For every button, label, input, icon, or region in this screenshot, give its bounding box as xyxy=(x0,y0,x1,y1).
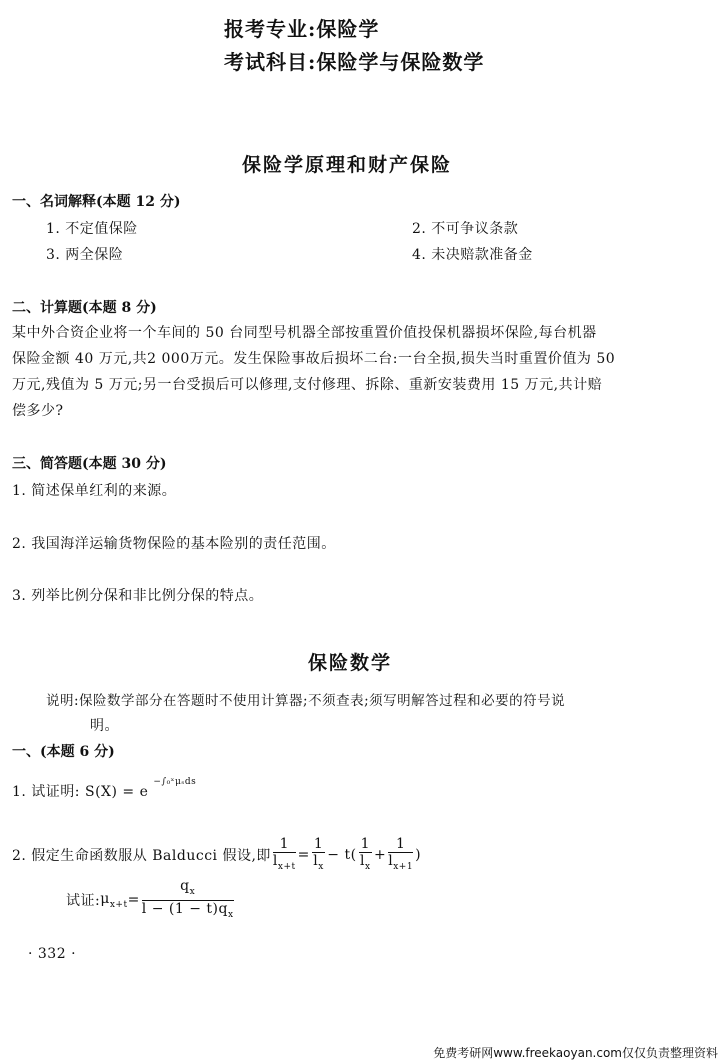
close-paren: ) xyxy=(415,847,422,864)
exam-major: 报考专业:保险学 xyxy=(224,17,380,41)
problem-1-exponent: −∫₀ˣμₛds xyxy=(153,777,197,788)
denominator: $l_{x+t}$ xyxy=(272,853,296,872)
denominator: $l_x$ xyxy=(313,853,324,872)
fraction-1-over-lx xyxy=(312,836,325,875)
q2-heading: 二、计算题(本题 8 分) xyxy=(12,300,157,316)
numerator: 1 xyxy=(313,836,324,852)
denominator: $l_{x+1}$ xyxy=(388,853,414,872)
part2-note-line2: 明。 xyxy=(90,718,119,734)
numerator: 1 xyxy=(388,836,413,853)
q1-item-3: 3. 两全保险 xyxy=(46,247,124,263)
q2-line-1: 某中外合资企业将一个车间的 50 台同型号机器全部按重置价值投保机器损坏保险,每台机器 xyxy=(12,325,597,341)
prove-label: 试证: xyxy=(66,893,101,910)
q1-item-4: 4. 未决赔款准备金 xyxy=(412,247,533,263)
part1-title: 保险学原理和财产保险 xyxy=(242,154,453,176)
q3-item-1: 1. 简述保单红利的来源。 xyxy=(12,483,177,499)
problem-2-proof xyxy=(66,878,236,923)
q2-line-3: 万元,残值为 5 万元;另一台受损后可以修理,支付修理、拆除、重新安装费用 15 万元,共计赔 xyxy=(12,377,603,393)
q3-heading: 三、简答题(本题 30 分) xyxy=(12,456,167,472)
numerator: $q_x$ xyxy=(142,878,234,901)
equals-sign: = xyxy=(127,892,140,909)
denominator: $l - (1 - t)q_x$ xyxy=(141,900,234,920)
mortality-fraction xyxy=(142,878,234,923)
q1-item-2: 2. 不可争议条款 xyxy=(412,221,519,237)
minus-t: − t( xyxy=(327,847,357,864)
problem-2 xyxy=(12,836,421,875)
footer-watermark: 免费考研网www.freekaoyan.com仅仅负责整理资料 xyxy=(433,1046,718,1060)
part2-note-line1: 说明:保险数学部分在答题时不使用计算器;不须查表;须写明解答过程和必要的符号说 xyxy=(46,693,566,709)
q3-item-2: 2. 我国海洋运输货物保险的基本险别的责任范围。 xyxy=(12,536,336,552)
fraction-1-over-lx1 xyxy=(388,836,413,875)
problem-1-lhs: S(X) = e xyxy=(84,784,149,800)
part2-title: 保险数学 xyxy=(308,652,393,674)
problem-1 xyxy=(12,777,197,801)
exam-subject: 考试科目:保险学与保险数学 xyxy=(224,50,485,74)
q2-line-2: 保险金额 40 万元,共2 000万元。发生保险事故后损坏二台:一台全损,损失当时重置价值为 50 xyxy=(12,351,616,367)
problem-2-prefix: 2. 假定生命函数服从 Balducci 假设,即 xyxy=(12,848,271,865)
part2-q1-heading: 一、(本题 6 分) xyxy=(12,744,115,760)
denominator: $l_x$ xyxy=(360,853,371,872)
q2-line-4: 偿多少? xyxy=(12,403,64,419)
mu-symbol: $\mu_{x+t}$ xyxy=(100,890,128,910)
q1-heading: 一、名词解释(本题 12 分) xyxy=(12,194,181,210)
q3-item-3: 3. 列举比例分保和非比例分保的特点。 xyxy=(12,588,264,604)
page-number: · 332 · xyxy=(28,946,77,962)
fraction-1-over-lx-2 xyxy=(359,836,372,875)
numerator: 1 xyxy=(273,836,296,853)
equals-sign: = xyxy=(297,847,310,864)
fraction-1-over-lxt xyxy=(273,836,296,875)
numerator: 1 xyxy=(360,836,370,852)
problem-1-prefix: 1. 试证明: xyxy=(12,784,81,800)
q1-item-1: 1. 不定值保险 xyxy=(46,221,138,237)
plus-sign: + xyxy=(374,847,387,864)
